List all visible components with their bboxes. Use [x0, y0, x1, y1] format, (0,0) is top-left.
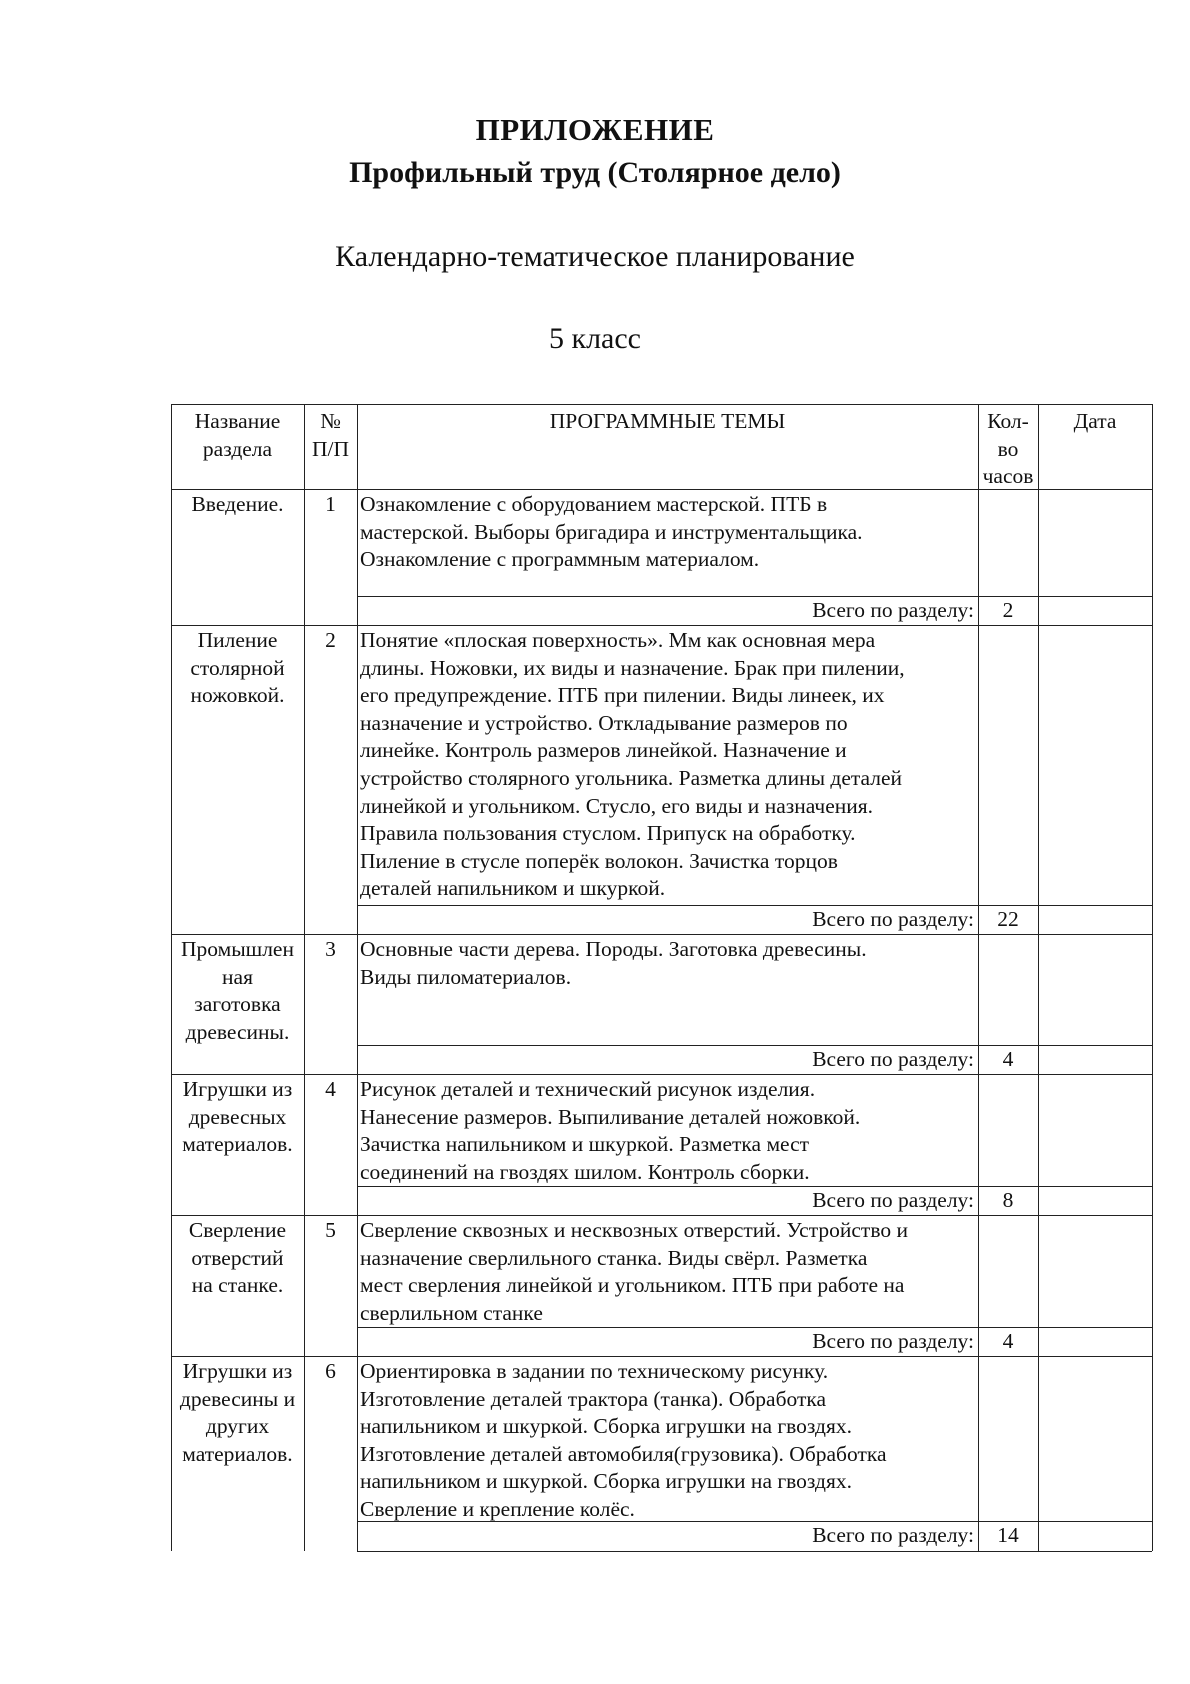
row-date-border — [1038, 489, 1039, 625]
header-date: Дата — [1073, 409, 1117, 433]
total-label: Всего по разделу: — [812, 1329, 974, 1353]
total-hours: 2 — [1002, 598, 1014, 622]
total-label: Всего по разделу: — [812, 598, 974, 622]
row-right-border — [1152, 625, 1153, 934]
total-hours: 8 — [1002, 1188, 1014, 1212]
header-column-border — [1152, 404, 1153, 489]
table-top-border — [171, 404, 1152, 405]
topic-text: Основные части дерева. Породы. Заготовка древесины. Виды пиломатериалов. — [360, 937, 867, 989]
total-hours: 4 — [1002, 1329, 1014, 1353]
row-date-border — [1038, 625, 1039, 934]
row-number: 2 — [325, 628, 336, 652]
header-number: № П/П — [311, 409, 350, 461]
section-name: Пиление столярной ножовкой. — [190, 628, 285, 708]
row-number: 6 — [325, 1359, 336, 1383]
row-number: 4 — [325, 1077, 336, 1101]
total-label: Всего по разделу: — [812, 1047, 974, 1071]
total-label: Всего по разделу: — [812, 1188, 974, 1212]
row-number: 5 — [325, 1218, 336, 1242]
topic-text: Ознакомление с оборудованием мастерской. ПТБ в мастерской. Выборы бригадира и инструментальщика. Ознакомление с программным материалом. — [360, 492, 863, 572]
header-topics: ПРОГРАММНЫЕ ТЕМЫ — [549, 409, 786, 433]
document-heading: Календарно-тематическое планирование — [335, 240, 855, 273]
row-number-border — [304, 625, 305, 934]
row-topic-border — [357, 625, 358, 934]
row-number: 1 — [325, 492, 336, 516]
section-name: Промышлен ная заготовка древесины. — [180, 937, 294, 1044]
header-hours: Кол- во часов — [982, 409, 1034, 489]
row-right-border — [1152, 1356, 1153, 1551]
total-label: Всего по разделу: — [812, 907, 974, 931]
grade-label: 5 класс — [549, 322, 641, 355]
topic-text: Понятие «плоская поверхность». Мм как основная мера длины. Ножовки, их виды и назначение. Брак при пилении, его предупреждение. ПТБ при пилении. Виды линеек, их назначение и устройство. Откладывание размеров по линейке. Контроль размеров линейкой. Назначение и устройство столярного угольника. Разметка длины деталей линейкой и угольником. Стусло, его виды и назначения. Правила пользования стуслом. Припуск на обработку. Пиление в стусле поперёк волокон. Зачистка торцов деталей напильником и шкуркой. — [360, 628, 905, 901]
header-section: Название раздела — [194, 409, 281, 461]
row-date-border — [1038, 1074, 1039, 1215]
table-bottom-border — [357, 1551, 1152, 1552]
topic-text: Сверление сквозных и несквозных отверстий. Устройство и назначение сверлильного станка. Виды свёрл. Разметка мест сверления линейкой и угольником. ПТБ при работе на сверлильном станке — [360, 1218, 908, 1325]
row-number: 3 — [325, 937, 336, 961]
section-name: Сверление отверстий на станке. — [188, 1218, 287, 1298]
section-name: Игрушки из древесных материалов. — [182, 1077, 293, 1157]
document-title: ПРИЛОЖЕНИЕ — [475, 112, 715, 147]
row-date-border — [1038, 1215, 1039, 1356]
total-label: Всего по разделу: — [812, 1523, 974, 1547]
total-hours: 4 — [1002, 1047, 1014, 1071]
row-hours-border — [978, 625, 979, 934]
section-name: Игрушки из древесины и других материалов. — [179, 1359, 296, 1466]
total-hours: 22 — [997, 907, 1019, 931]
row-date-border — [1038, 934, 1039, 1074]
document-subtitle: Профильный труд (Столярное дело) — [349, 156, 841, 189]
row-right-border — [1152, 489, 1153, 625]
topic-text: Ориентировка в задании по техническому рисунку. Изготовление деталей трактора (танка). Обработка напильником и шкуркой. Сборка игрушки на гвоздях. Изготовление деталей автомобиля(грузовика). Обработка напильником и шкуркой. Сборка игрушки на гвоздях. Сверление и крепление колёс. — [360, 1359, 887, 1521]
topic-text: Рисунок деталей и технический рисунок изделия. Нанесение размеров. Выпиливание деталей ножовкой. Зачистка напильником и шкуркой. Разметка мест соединений на гвоздях шилом. Контроль сборки. — [360, 1077, 861, 1184]
total-hours: 14 — [997, 1523, 1019, 1547]
row-right-border — [1152, 1215, 1153, 1356]
row-right-border — [1152, 1074, 1153, 1215]
section-name: Введение. — [191, 492, 284, 516]
row-right-border — [1152, 934, 1153, 1074]
